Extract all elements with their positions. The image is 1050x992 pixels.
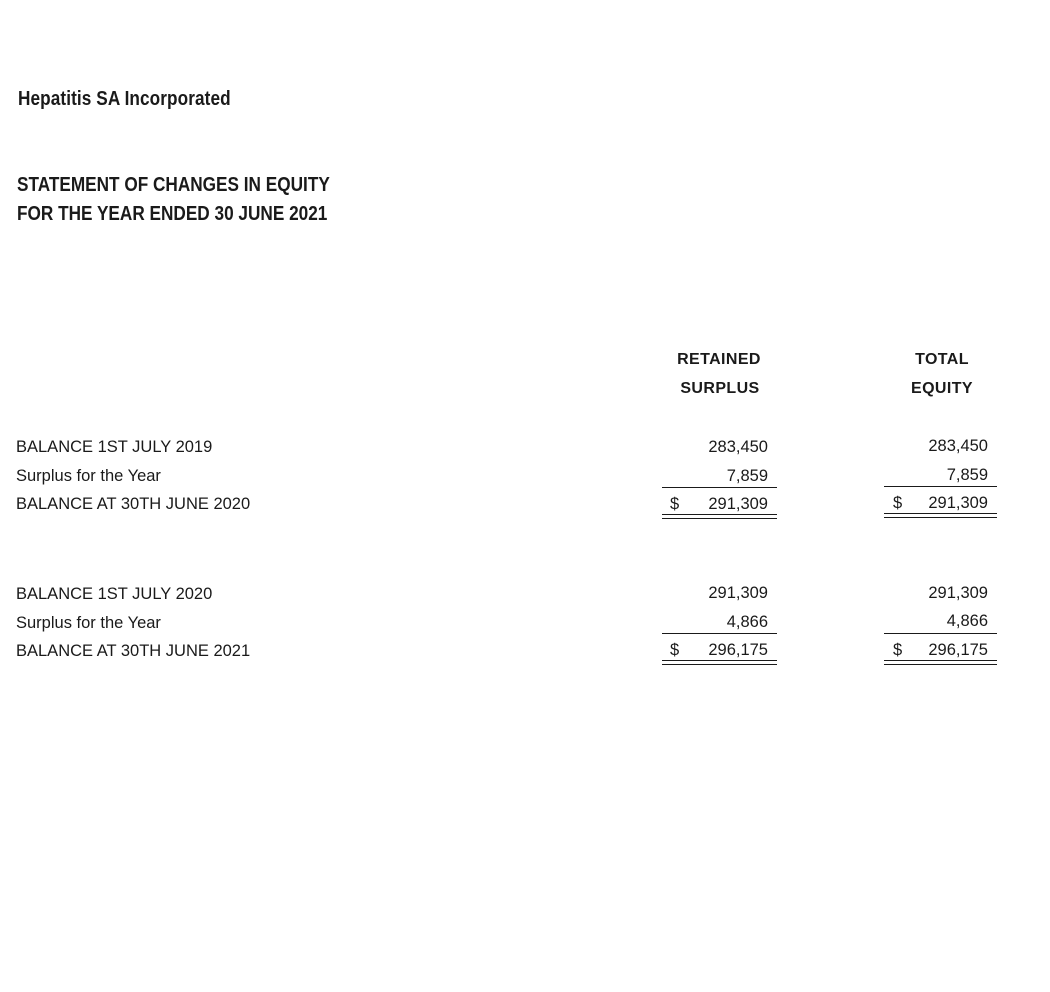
total-surplus-value: 7,859 [946, 466, 988, 484]
total-equity-header-line1: TOTAL [915, 351, 969, 368]
currency-symbol: $ [670, 641, 680, 659]
total-surplus-value: 4,866 [946, 612, 988, 630]
total-double-rule [662, 514, 777, 519]
subtotal-rule [884, 633, 997, 634]
total-closing-balance-value: 296,175 [928, 641, 988, 659]
total-double-rule [884, 513, 997, 518]
retained-surplus-header-line2: SURPLUS [680, 380, 760, 397]
total-double-rule [884, 660, 997, 665]
retained-opening-balance-value: 283,450 [708, 438, 768, 456]
row-label-closing-balance: BALANCE AT 30TH JUNE 2021 [16, 642, 251, 660]
subtotal-rule [662, 487, 777, 488]
total-opening-balance-value: 283,450 [928, 437, 988, 455]
currency-symbol: $ [670, 495, 680, 513]
organization-name: Hepatitis SA Incorporated [18, 88, 231, 110]
retained-opening-balance-value: 291,309 [708, 584, 768, 602]
retained-surplus-value: 7,859 [726, 467, 768, 485]
row-label-opening-balance: BALANCE 1ST JULY 2019 [16, 438, 213, 456]
row-label-surplus: Surplus for the Year [16, 614, 161, 632]
total-double-rule [662, 660, 777, 665]
retained-closing-balance-value: 296,175 [708, 641, 768, 659]
row-label-surplus: Surplus for the Year [16, 467, 161, 485]
total-equity-header-line2: EQUITY [911, 380, 973, 397]
row-label-closing-balance: BALANCE AT 30TH JUNE 2020 [16, 495, 251, 513]
statement-period: FOR THE YEAR ENDED 30 JUNE 2021 [17, 203, 328, 225]
row-label-opening-balance: BALANCE 1ST JULY 2020 [16, 585, 213, 603]
currency-symbol: $ [893, 494, 903, 512]
subtotal-rule [662, 633, 777, 634]
statement-title: STATEMENT OF CHANGES IN EQUITY [17, 174, 330, 196]
total-opening-balance-value: 291,309 [928, 584, 988, 602]
total-closing-balance-value: 291,309 [928, 494, 988, 512]
currency-symbol: $ [893, 641, 903, 659]
subtotal-rule [884, 486, 997, 487]
retained-surplus-header-line1: RETAINED [677, 351, 761, 368]
retained-surplus-value: 4,866 [726, 613, 768, 631]
retained-closing-balance-value: 291,309 [708, 495, 768, 513]
